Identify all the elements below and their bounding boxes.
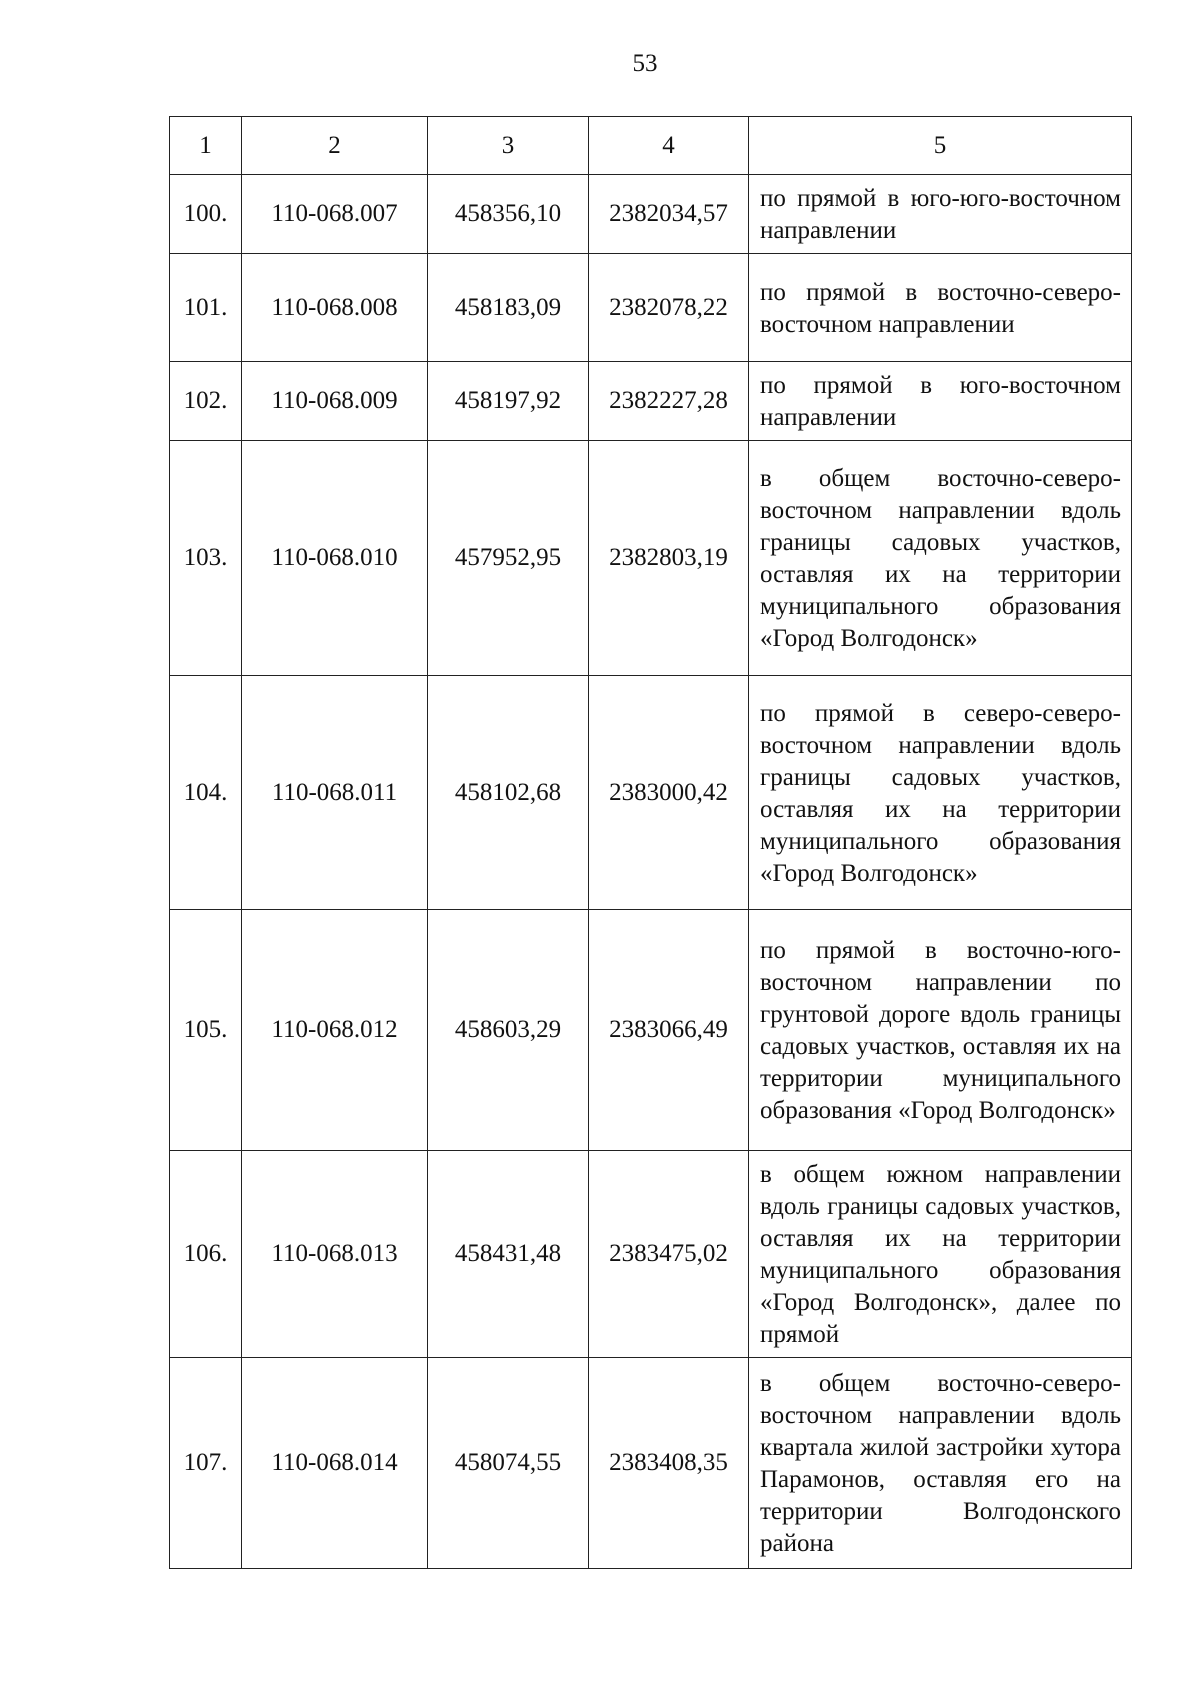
coordinate-x: 458197,92 [428,362,589,441]
boundary-description: по прямой в восточно-юго-восточном направлении по грунтовой дороге вдоль границы садовых участков, оставляя их на территории муниципального образования «Город Волгодонск» [749,910,1132,1151]
coordinate-x: 458183,09 [428,254,589,362]
point-number: 102. [170,362,242,441]
boundary-description: в общем восточно-северо-восточном направлении вдоль границы садовых участков, оставляя их на территории муниципального образования «Город Волгодонск» [749,441,1132,676]
coordinate-x: 458102,68 [428,676,589,910]
table-row [170,910,1132,1151]
point-number: 103. [170,441,242,676]
coordinate-y: 2383475,02 [589,1151,749,1358]
boundary-description: по прямой в юго-восточном направлении [749,362,1132,441]
boundary-description: в общем южном направлении вдоль границы садовых участков, оставляя их на территории муниципального образования «Город Волгодонск», далее по прямой [749,1151,1132,1358]
point-code: 110-068.013 [242,1151,428,1358]
coordinate-x: 458356,10 [428,175,589,254]
coordinate-y: 2383066,49 [589,910,749,1151]
column-header: 2 [242,117,428,175]
column-header: 3 [428,117,589,175]
point-code: 110-068.008 [242,254,428,362]
point-number: 107. [170,1358,242,1569]
column-header: 5 [749,117,1132,175]
table-header-row [170,117,1132,175]
coordinate-x: 458074,55 [428,1358,589,1569]
point-number: 100. [170,175,242,254]
coordinate-y: 2382078,22 [589,254,749,362]
boundary-description: по прямой в северо-северо-восточном направлении вдоль границы садовых участков, оставляя их на территории муниципального образования «Город Волгодонск» [749,676,1132,910]
coordinate-y: 2382227,28 [589,362,749,441]
table-row [170,676,1132,910]
coordinate-y: 2382034,57 [589,175,749,254]
coordinate-x: 458431,48 [428,1151,589,1358]
point-number: 105. [170,910,242,1151]
point-code: 110-068.011 [242,676,428,910]
point-number: 106. [170,1151,242,1358]
boundary-description: по прямой в юго-юго-восточном направлении [749,175,1132,254]
table-row [170,1151,1132,1358]
table-row [170,441,1132,676]
coordinate-x: 457952,95 [428,441,589,676]
page-number: 53 [632,50,658,77]
column-header: 4 [589,117,749,175]
boundary-description: по прямой в восточно-северо-восточном направлении [749,254,1132,362]
point-code: 110-068.014 [242,1358,428,1569]
point-code: 110-068.010 [242,441,428,676]
table-row [170,362,1132,441]
table-row [170,1358,1132,1569]
point-number: 104. [170,676,242,910]
coordinate-y: 2383408,35 [589,1358,749,1569]
point-code: 110-068.012 [242,910,428,1151]
coordinates-table [169,116,1132,1569]
coordinate-y: 2383000,42 [589,676,749,910]
point-code: 110-068.007 [242,175,428,254]
point-code: 110-068.009 [242,362,428,441]
table-row [170,175,1132,254]
column-header: 1 [170,117,242,175]
boundary-description: в общем восточно-северо-восточном направлении вдоль квартала жилой застройки хутора Парамонов, оставляя его на территории Волгодонского района [749,1358,1132,1569]
table-row [170,254,1132,362]
point-number: 101. [170,254,242,362]
coordinate-x: 458603,29 [428,910,589,1151]
coordinate-y: 2382803,19 [589,441,749,676]
